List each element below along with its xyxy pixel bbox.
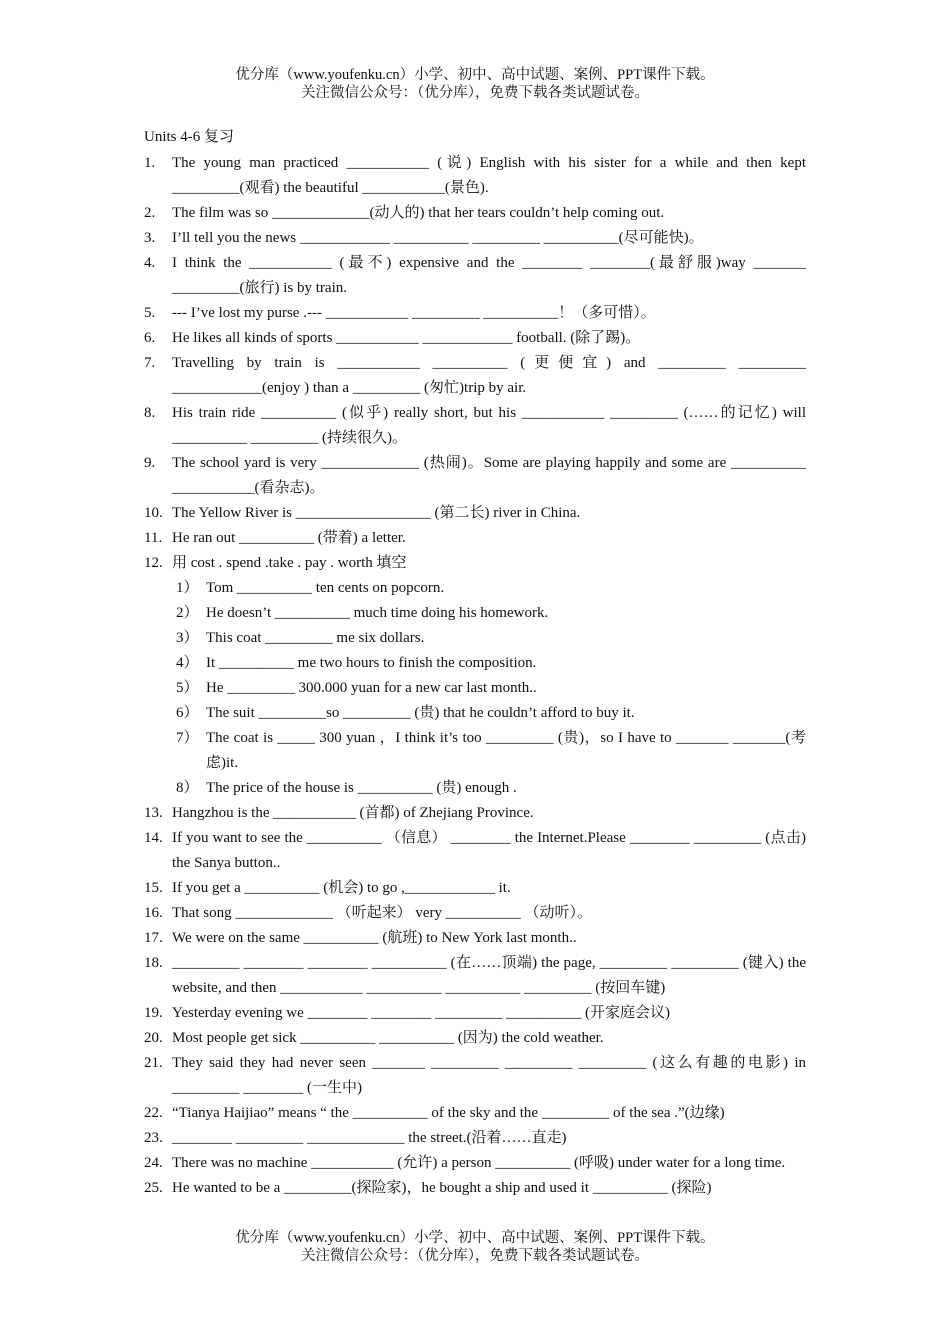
question-item — [144, 301, 806, 326]
question-number: 13. — [144, 805, 163, 821]
question-number: 15. — [144, 880, 163, 896]
question-number: 25. — [144, 1180, 163, 1196]
question-text: They said they had never seen _______ _________ _________ _________ (这么有趣的电影) in _________ ________ (一生中) — [172, 1055, 806, 1096]
sub-question-item — [144, 576, 806, 601]
question-item — [144, 876, 806, 901]
question-text: His train ride __________ (似乎) really short, but his ___________ _________ (……的记忆) will __________ _________ (持续很久)。 — [172, 405, 806, 446]
question-item — [144, 926, 806, 951]
header-line-2: 关注微信公众号：（优分库），免费下载各类试题试卷。 — [301, 85, 649, 101]
question-text: Travelling by train is ___________ __________ (更便宜) and _________ _________ ____________(enjoy ) than a _________ (匆忙)trip by air. — [172, 355, 806, 396]
page-footer — [0, 1229, 950, 1265]
question-item — [144, 1101, 806, 1126]
question-number: 22. — [144, 1105, 163, 1121]
sub-question-item — [144, 651, 806, 676]
question-text: If you get a __________ (机会) to go ,____________ it. — [172, 880, 511, 896]
question-text: I’ll tell you the news ____________ __________ _________ __________(尽可能快)。 — [172, 230, 704, 246]
question-item — [144, 1176, 806, 1201]
sub-question-text: The suit _________so _________ (贵) that he couldn’t afford to buy it. — [206, 705, 635, 721]
sub-question-text: This coat _________ me six dollars. — [206, 630, 425, 646]
question-item — [144, 1151, 806, 1176]
question-number: 8. — [144, 405, 156, 421]
sub-question-item — [144, 676, 806, 701]
question-number: 24. — [144, 1155, 163, 1171]
sub-question-number: 2） — [176, 605, 199, 621]
question-text: If you want to see the __________ （信息） ________ the Internet.Please ________ _________ (点击) the Sanya button.. — [172, 830, 806, 871]
question-text: That song _____________ （听起来） very __________ （动听）。 — [172, 905, 592, 921]
question-number: 4. — [144, 255, 156, 271]
sub-question-text: The price of the house is __________ (贵) enough . — [206, 780, 517, 796]
sub-question-text: He doesn’t __________ much time doing his homework. — [206, 605, 549, 621]
header-line-1: 优分库（www.youfenku.cn）小学、初中、高中试题、案例、PPT课件下载。 — [235, 67, 715, 83]
question-number: 23. — [144, 1130, 163, 1146]
question-item — [144, 901, 806, 926]
sub-question-item — [144, 776, 806, 801]
question-item — [144, 201, 806, 226]
question-list — [144, 151, 806, 1201]
question-item — [144, 326, 806, 351]
sub-question-text: It __________ me two hours to finish the composition. — [206, 655, 537, 671]
question-number: 18. — [144, 955, 163, 971]
question-text: The film was so _____________(动人的) that her tears couldn’t help coming out. — [172, 205, 665, 221]
question-text: He likes all kinds of sports ___________ ____________ football. (除了踢)。 — [172, 330, 641, 346]
question-item — [144, 801, 806, 826]
question-text: “Tianya Haijiao” means “ the __________ of the sky and the _________ of the sea .”(边缘) — [172, 1105, 725, 1121]
question-item — [144, 551, 806, 576]
question-item — [144, 951, 806, 1001]
question-number: 14. — [144, 830, 163, 846]
question-item — [144, 1001, 806, 1026]
question-number: 6. — [144, 330, 156, 346]
question-number: 10. — [144, 505, 163, 521]
question-number: 5. — [144, 305, 156, 321]
question-item — [144, 401, 806, 451]
question-number: 1. — [144, 155, 156, 171]
question-number: 16. — [144, 905, 163, 921]
question-text: Most people get sick __________ __________ (因为) the cold weather. — [172, 1030, 604, 1046]
question-item — [144, 1051, 806, 1101]
question-item — [144, 226, 806, 251]
worksheet-title: Units 4-6 复习 — [144, 129, 235, 145]
page-header — [0, 66, 950, 102]
question-item — [144, 451, 806, 501]
question-text: _________ ________ ________ __________ (在……顶端) the page, _________ _________ (键入) the website, and then ___________ __________ __________ _________ (按回车键) — [172, 955, 806, 996]
sub-question-number: 6） — [176, 705, 199, 721]
question-item — [144, 1026, 806, 1051]
question-text: There was no machine ___________ (允许) a person __________ (呼吸) under water for a long time. — [172, 1155, 786, 1171]
question-text: 用 cost . spend .take . pay . worth 填空 — [172, 555, 407, 571]
question-item — [144, 1126, 806, 1151]
question-item — [144, 251, 806, 301]
question-number: 3. — [144, 230, 156, 246]
sub-question-text: He _________ 300.000 yuan for a new car last month.. — [206, 680, 537, 696]
question-item — [144, 501, 806, 526]
sub-question-number: 5） — [176, 680, 199, 696]
question-text: The Yellow River is __________________ (第二长) river in China. — [172, 505, 581, 521]
footer-line-1: 优分库（www.youfenku.cn）小学、初中、高中试题、案例、PPT课件下载。 — [235, 1230, 715, 1246]
question-text: He wanted to be a _________(探险家)，he bought a ship and used it __________ (探险) — [172, 1180, 712, 1196]
sub-question-text: The coat is _____ 300 yuan ，I think it’s too _________ (贵)，so I have to _______ _______(考虑)it. — [206, 730, 806, 771]
question-text: We were on the same __________ (航班) to New York last month.. — [172, 930, 577, 946]
question-number: 17. — [144, 930, 163, 946]
sub-question-item — [144, 601, 806, 626]
question-item — [144, 351, 806, 401]
question-number: 21. — [144, 1055, 163, 1071]
question-number: 2. — [144, 205, 156, 221]
question-number: 7. — [144, 355, 156, 371]
question-number: 12. — [144, 555, 163, 571]
question-number: 9. — [144, 455, 156, 471]
sub-question-item — [144, 726, 806, 776]
question-item — [144, 151, 806, 201]
question-text: He ran out __________ (带着) a letter. — [172, 530, 406, 546]
sub-question-number: 1） — [176, 580, 199, 596]
sub-question-number: 3） — [176, 630, 199, 646]
question-text: The school yard is very _____________ (热闹)。Some are playing happily and some are __________ ___________(看杂志)。 — [172, 455, 806, 496]
question-number: 20. — [144, 1030, 163, 1046]
footer-line-2: 关注微信公众号：（优分库），免费下载各类试题试卷。 — [301, 1248, 649, 1264]
question-text: --- I’ve lost my purse .--- ___________ _________ __________！（多可惜）。 — [172, 305, 656, 321]
sub-question-item — [144, 701, 806, 726]
question-item — [144, 826, 806, 876]
question-text: Hangzhou is the ___________ (首都) of Zhejiang Province. — [172, 805, 534, 821]
question-number: 19. — [144, 1005, 163, 1021]
question-item — [144, 526, 806, 551]
sub-question-text: Tom __________ ten cents on popcorn. — [206, 580, 445, 596]
question-number: 11. — [144, 530, 163, 546]
question-text: I think the ___________ (最不) expensive and the ________ ________(最舒服)way _______ _________(旅行) is by train. — [172, 255, 806, 296]
sub-question-number: 4） — [176, 655, 199, 671]
question-text: ________ _________ _____________ the street.(沿着……直走) — [172, 1130, 567, 1146]
sub-question-item — [144, 626, 806, 651]
question-text: The young man practiced ___________ (说) English with his sister for a while and then kept _________(观看) the beautiful ___________(景色). — [172, 155, 806, 196]
sub-question-number: 7） — [176, 730, 199, 746]
question-text: Yesterday evening we ________ ________ _________ __________ (开家庭会议) — [172, 1005, 671, 1021]
sub-question-number: 8） — [176, 780, 199, 796]
